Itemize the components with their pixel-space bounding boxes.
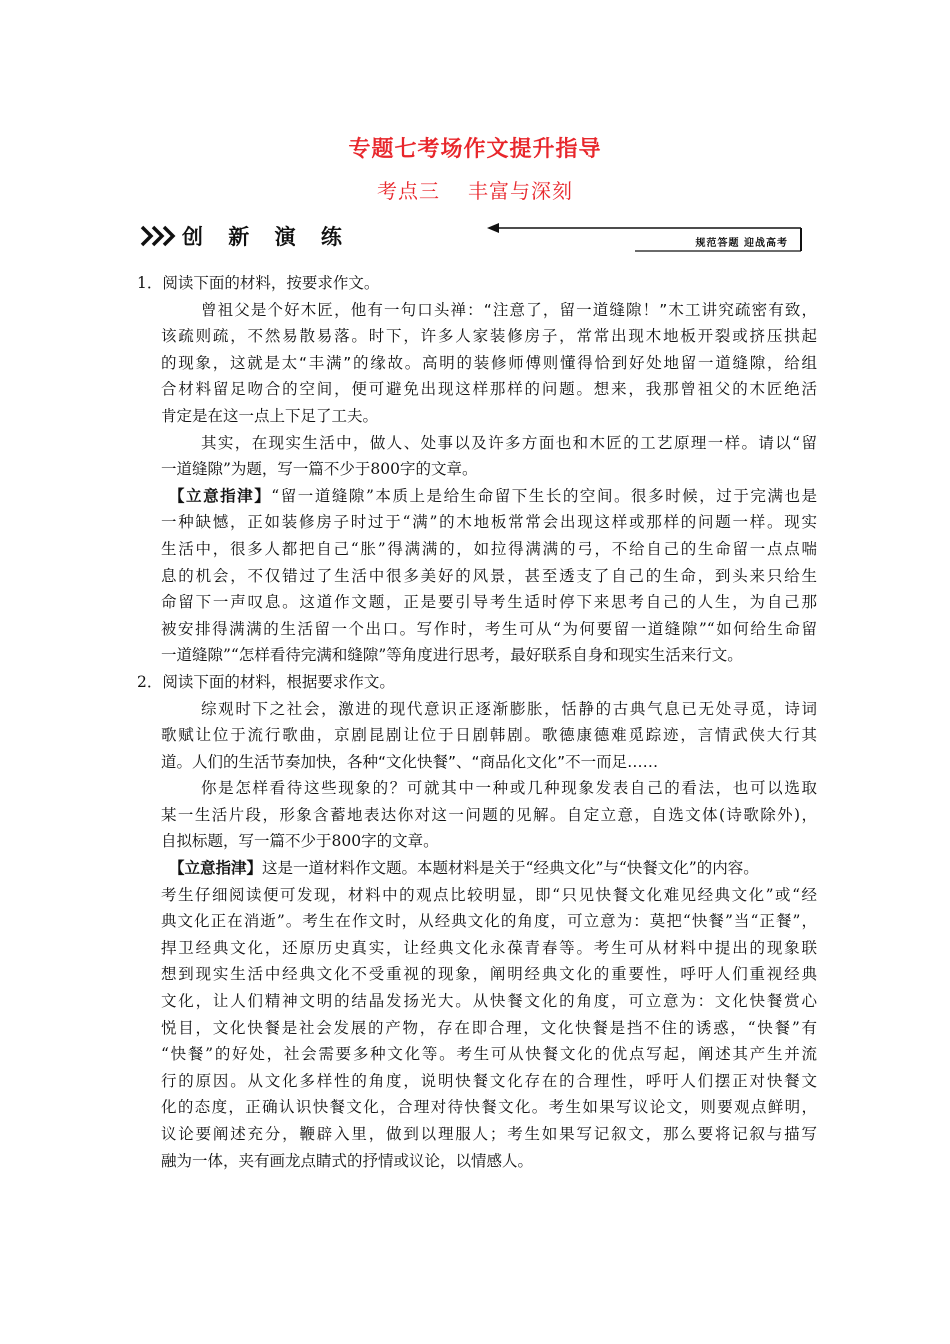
material-line: 曾祖父是个好木匠，他有一句口头禅：“注意了，留一道缝隙！”木工讲究疏密有致， bbox=[201, 300, 817, 319]
subtitle-topic: 丰富与深刻 bbox=[468, 179, 573, 203]
banner-label: 创 新 演 练 bbox=[182, 225, 351, 249]
question-2-task: 某一生活片段，形象含蓄地表达你对这一问题的见解。自定立意，自选文体(诗歌除外)， bbox=[161, 805, 817, 824]
question-1-prompt: 1．阅读下面的材料，按要求作文。 bbox=[137, 274, 380, 292]
tip-line: 被安排得满满的生活留一个出口。写作时，考生可从“为何要留一道缝隙”“如何给生命留 bbox=[161, 619, 817, 638]
document-body bbox=[137, 270, 817, 1174]
material-line: 该疏则疏，不然易散易落。时下，许多人家装修房子，常常出现木地板开裂或挤压拱起 bbox=[161, 327, 817, 346]
tip-line: 典文化正在消逝”。考生在作文时，从经典文化的角度，可立意为：莫把“快餐”当“正餐”， bbox=[161, 912, 817, 931]
tip-line: 行的原因。从文化多样性的角度，说明快餐文化存在的合理性，呼吁人们摆正对快餐文 bbox=[161, 1071, 817, 1090]
tip-line: 命留下一声叹息。这道作文题，正是要引导考生适时停下来思考自己的人生，为自己那 bbox=[161, 593, 817, 612]
question-1-tip bbox=[137, 483, 817, 510]
tip-label: 【立意指津】 bbox=[169, 859, 263, 878]
question-2-tip bbox=[137, 855, 817, 882]
tip-line: 想到现实生活中经典文化不受重视的现象，阐明经典文化的重要性，呼吁人们重视经典 bbox=[161, 965, 817, 984]
tip-line: 息的机会，不仅错过了生活中很多美好的风景，甚至透支了自己的生命，到头来只给生 bbox=[161, 566, 817, 585]
section-banner bbox=[140, 218, 810, 256]
tip-line: 一种缺憾，正如装修房子时过于“满”的木地板常常会出现这样或那样的问题一样。现实 bbox=[161, 513, 817, 532]
tip-line: 议论要阐述充分，鞭辟入里，做到以理服人；考生如果写记叙文，那么要将记叙与描写 bbox=[161, 1125, 817, 1143]
tip-label: 【立意指津】 bbox=[169, 486, 272, 505]
question-2-material bbox=[137, 696, 817, 776]
material-line: 合材料留足吻合的空间，便可避免出现这样那样的问题。想来，我那曾祖父的木匠绝活 bbox=[161, 380, 817, 399]
banner-slogan: 规范答题 迎战高考 bbox=[695, 238, 788, 249]
page-title: 专题七考场作文提升指导 bbox=[348, 137, 602, 162]
question-1-task: 其实，在现实生活中，做人、处事以及许多方面也和木匠的工艺原理一样。请以“留 bbox=[201, 433, 817, 452]
material-line: 肯定是在这一点上下足了工夫。 bbox=[161, 406, 379, 425]
chevrons-icon bbox=[140, 224, 180, 248]
material-line: 的现象，这就是太“丰满”的缘故。高明的装修师傅则懂得恰到好处地留一道缝隙，给组 bbox=[161, 353, 817, 372]
tip-line: 文化，让人们精神文明的结晶发扬光大。从快餐文化的角度，可立意为：文化快餐赏心 bbox=[161, 992, 817, 1011]
question-1-task: 一道缝隙”为题，写一篇不少于800字的文章。 bbox=[161, 460, 478, 479]
question-2-task: 你是怎样看待这些现象的？可就其中一种或几种现象发表自己的看法，也可以选取 bbox=[201, 779, 817, 798]
page-subtitle bbox=[0, 175, 950, 204]
material-line: 道。人们的生活节奏加快，各种“文化快餐”、“商品化文化”不一而足…… bbox=[161, 752, 659, 771]
material-line: 歌赋让位于流行歌曲，京剧昆剧让位于日剧韩剧。歌德康德难觅踪迹，言情武侠大行其 bbox=[161, 726, 817, 745]
question-2-prompt: 2．阅读下面的材料，根据要求作文。 bbox=[137, 672, 395, 691]
tip-line: 生活中，很多人都把自己“胀”得满满的，如拉得满满的弓，不给自己的生命留一点点喘 bbox=[161, 539, 817, 558]
tip-line: 化的态度，正确认识快餐文化，合理对待快餐文化。考生如果写议论文，则要观点鲜明， bbox=[161, 1098, 817, 1117]
tip-line: 悦目，文化快餐是社会发展的产物，存在即合理，文化快餐是挡不住的诱惑，“快餐”有 bbox=[161, 1018, 817, 1037]
subtitle-section-number: 考点三 bbox=[377, 179, 440, 203]
question-1-material bbox=[137, 297, 817, 430]
tip-line: “快餐”的好处，社会需要多种文化等。考生可从快餐文化的优点写起，阐述其产生并流 bbox=[161, 1045, 817, 1064]
tip-text: 这是一道材料作文题。本题材料是关于“经典文化”与“快餐文化”的内容。 bbox=[262, 859, 759, 878]
tip-line: 捍卫经典文化，还原历史真实，让经典文化永葆青春等。考生可从材料中提出的现象联 bbox=[161, 938, 817, 957]
tip-line: 融为一体，夹有画龙点睛式的抒情或议论，以情感人。 bbox=[161, 1151, 534, 1170]
question-2-task: 自拟标题，写一篇不少于800字的文章。 bbox=[161, 832, 439, 851]
tip-line: 一道缝隙”“怎样看待完满和缝隙”等角度进行思考，最好联系自身和现实生活来行文。 bbox=[161, 646, 743, 665]
tip-text: “留一道缝隙”本质上是给生命留下生长的空间。很多时候，过于完满也是 bbox=[271, 486, 817, 505]
tip-line: 考生仔细阅读便可发现，材料中的观点比较明显，即“只见快餐文化难见经典文化”或“经 bbox=[161, 885, 817, 904]
material-line: 综观时下之社会，激进的现代意识正逐渐膨胀，恬静的古典气息已无处寻觅，诗词 bbox=[201, 699, 817, 718]
